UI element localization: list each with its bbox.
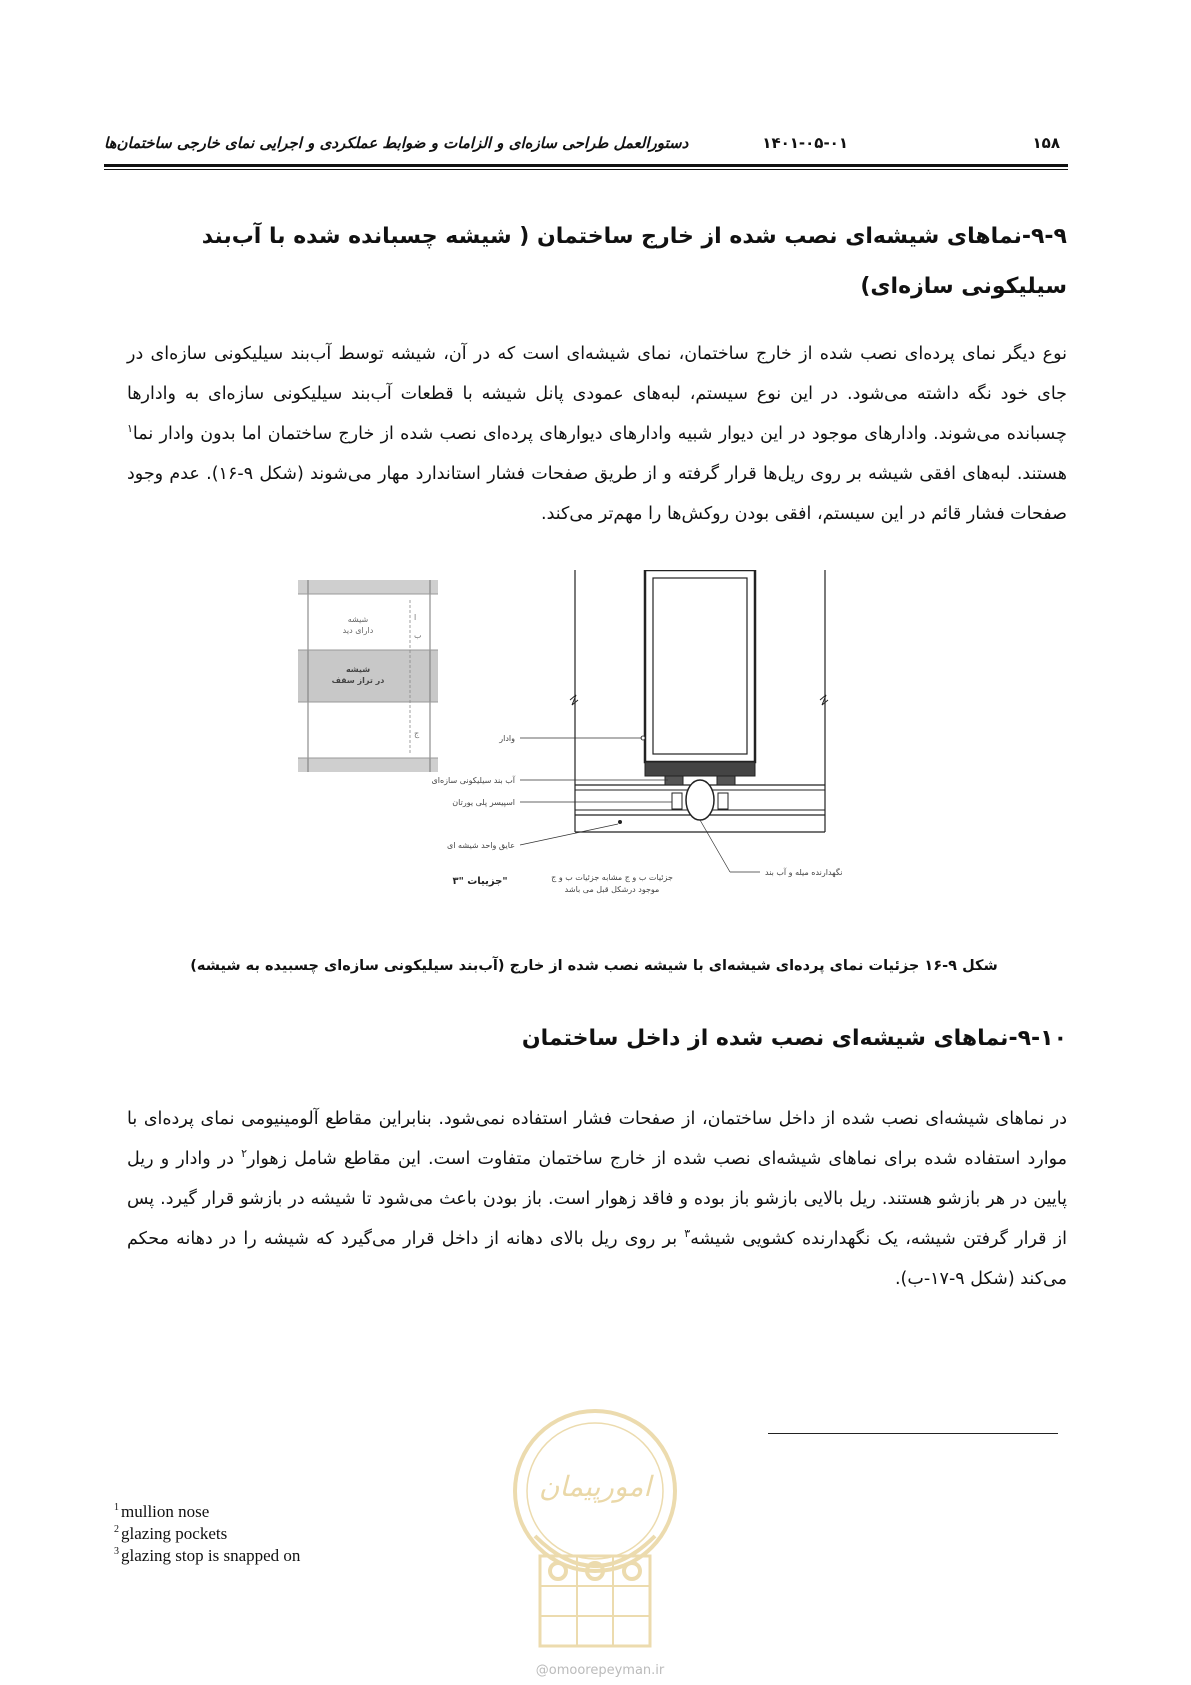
detail-drawing <box>290 570 890 945</box>
detail-note-line2: موجود درشکل قبل می باشد <box>564 885 660 894</box>
section-detail <box>570 570 828 832</box>
footnotes <box>114 1501 300 1567</box>
callout-spacer: اسپیسر پلی یورتان <box>452 798 515 807</box>
watermark-logo-text: امورپیمان <box>538 1470 652 1503</box>
paragraph-text: نوع دیگر نمای پرده‌ای نصب شده از خارج ساختمان، نمای شیشه‌ای است که در آن، شیشه توسط آب‌بند سیلیکونی سازه‌ای در جای خود نگه داشته می‌شود. در این نوع سیستم، لبه‌های عمودی پانل شیشه با قطعات آب‌بند سیلیکونی سازه‌ای به وادارها چسبانده می‌شوند. وادارهای موجود در این دیوار شبیه وادارهای دیوارهای پرده‌ای نصب شده از خارج ساختمان اما بدون وادار نما <box>127 344 1067 444</box>
paragraph-text: بر روی ریل بالای دهانه از داخل قرار می‌گیرد که شیشه را در دهانه محکم می‌کند (شکل ۹-۱۷-ب). <box>127 1229 1067 1289</box>
footnote-ref-2[interactable]: ۲ <box>241 1147 248 1161</box>
mark-a: ا <box>414 613 417 622</box>
section-heading-9-10: ۹-۱۰-نماهای شیشه‌ای نصب شده از داخل ساختمان <box>521 1026 1067 1051</box>
section-heading-9-9: ۹-۹-نماهای شیشه‌ای نصب شده از خارج ساختمان ( شیشه چسبانده شده با آب‌بند سیلیکونی سازه‌ای) <box>201 224 1067 299</box>
header-rule-thick <box>104 164 1068 167</box>
detail-label: جزییات "۳" <box>452 876 508 887</box>
footnote-ref-3[interactable]: ۳ <box>684 1227 691 1241</box>
callout-silicone: آب بند سیلیکونی سازه‌ای <box>431 776 515 785</box>
footnote-ref-1[interactable]: ۱ <box>127 422 133 436</box>
paragraph-text: در وادار و ریل پایین در هر بازشو هستند. ریل بالایی بازشو باز بوده و فاقد زهوار است. باز بودن باعث می‌شود تا شیشه در بازشو قرار گیرد. پس از قرار گرفتن شیشه، یک نگهدارنده کشویی شیشه <box>127 1149 1067 1249</box>
callouts <box>431 734 842 894</box>
watermark-logo <box>500 1396 690 1666</box>
page-number: ۱۵۸ <box>1032 134 1060 152</box>
callout-insulated: عایق واحد شیشه ای <box>447 841 515 850</box>
header-date: ۱۴۰۱-۰۵-۰۱ <box>762 134 848 152</box>
page-header <box>104 128 1068 158</box>
footnote-rule <box>768 1433 1058 1434</box>
paragraph-text: در نماهای شیشه‌ای نصب شده از داخل ساختمان، از صفحات فشار استفاده نمی‌شود. بنابراین مقاطع آلومینیومی نمای پرده‌ای با موارد استفاده شده برای نماهای شیشه‌ای نصب شده از خارج ساختمان متفاوت است. این مقاطع شامل زهوار <box>127 1109 1067 1169</box>
label-vision-glass-2: دارای دید <box>342 626 374 635</box>
footnote-2: $^2$ glazing pockets <box>114 1524 228 1543</box>
figure-caption: شکل ۹-۱۶ جزئیات نمای پرده‌ای شیشه‌ای با شیشه نصب شده از خارج (آب‌بند سیلیکونی سازه‌ای چسبیده به شیشه) <box>190 958 998 974</box>
elevation-diagram <box>298 580 438 772</box>
watermark-site: @omoorepeyman.ir <box>535 1663 665 1678</box>
paragraph-text: هستند. لبه‌های افقی شیشه بر روی ریل‌ها قرار گرفته و از طریق صفحات فشار استاندارد مهار می‌شوند (شکل ۹-۱۶). عدم وجود صفحات فشار قائم در این سیستم، افقی بودن روکش‌ها را مهم‌تر می‌کند. <box>127 464 1067 524</box>
section-paragraph-9-10 <box>127 1099 1067 1299</box>
detail-note-line1: جزئیات ب و ج مشابه جزئیات ب و ج <box>551 873 673 882</box>
header-rule-thin <box>104 169 1068 170</box>
label-spandrel-2: در تراز سقف <box>331 676 385 685</box>
header-title: دستورالعمل طراحی سازه‌ای و الزامات و ضوابط عملکردی و اجرایی نمای خارجی ساختمان‌ها <box>104 134 689 152</box>
label-spandrel: شیشه <box>345 665 371 674</box>
callout-mullion: وادار <box>499 734 515 743</box>
label-vision-glass: شیشه <box>347 615 369 624</box>
section-paragraph-9-9 <box>127 334 1067 534</box>
footnote-3: $^3$ glazing stop is snapped on <box>114 1546 301 1565</box>
footnote-1: $^1$ mullion nose <box>114 1502 210 1521</box>
mark-c: ج <box>414 729 420 738</box>
callout-retainer: نگهدارنده میله و آب بند <box>765 868 843 877</box>
mark-b: ب <box>414 631 422 640</box>
